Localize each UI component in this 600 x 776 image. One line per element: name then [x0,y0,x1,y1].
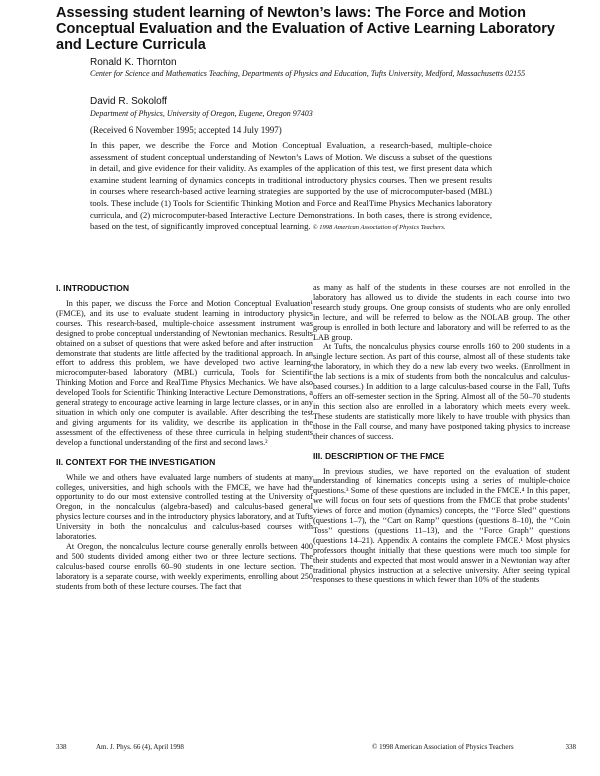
author-name-2: David R. Sokoloff [90,96,168,107]
abstract-copyright: © 1998 American Association of Physics Teachers. [312,224,446,232]
context-paragraph-2: At Oregon, the noncalculus lecture course generally enrolls between 400 and 500 students divided among either two or three lecture sections. The calculus-based course enrolls 60–90 students in one lecture section. The laboratory is a separate course, with weekly experiments, enrolling about 250 students from both of these lecture courses. The fact that [56,541,313,591]
author-name-1: Ronald K. Thornton [90,57,177,68]
left-column [56,283,313,591]
section-heading-fmce: III. DESCRIPTION OF THE FMCE [313,450,445,461]
tufts-paragraph: At Tufts, the noncalculus physics course enrolls 160 to 200 students in a single lecture section. As part of this course, almost all of these students take the laboratory, in which they do a new lab every two weeks. (Enrollment in the lab sections is a mix of students from both the noncalculus and calculus-based courses.) In addition to a large calculus-based course in the Fall, Tufts offers an off-semester section in the Spring. Almost all of the 50–70 students in this section also are enrolled in a laboratory which meets every week. These students are statistically more likely to have trouble with physics than those in the Fall course, and many have postponed taking physics to increase their chances of success. [313,342,570,441]
abstract-text: In this paper, we describe the Force and Motion Conceptual Evaluation, a research-based, multiple-choice assessment of student conceptual understanding of Newton’s Laws of Motion. We discuss a subset of the questions in detail, and give evidence for their validity. As examples of the application of this test, we first present data which examine student learning of dynamics concepts in traditional introductory physics courses. Then we present results in courses where research-based active learning strategies are supported by the use of microcomputer-based (MBL) tools. These include (1) Tools for Scientific Thinking Motion and Force and RealTime Physics Mechanics laboratory curricula, and (2) microcomputer-based Interactive Lecture Demonstrations. In both cases, there is strong evidence, based on the test, of significantly improved conceptual learning. [90,140,492,232]
context-paragraph-1: While we and others have evaluated large numbers of students at many colleges, universities, and high schools with the FMCE, we have had the opportunity to do our most extensive controlled testing at the University of Oregon, in the noncalculus (algebra-based) and calculus-based general physics lecture courses and in the introductory physics laboratory, and at Tufts University in both the noncalculus and calculus-based courses with laboratories. [56,472,313,542]
intro-paragraph: In this paper, we discuss the Force and Motion Conceptual Evaluation¹ (FMCE), and its use to evaluate student learning in introductory physics courses. This research-based, multiple-choice assessment instrument was designed to probe conceptual understanding of Newtonian mechanics. Results obtained on a subset of questions that were asked before and after instruction demonstrate that students are little affected by the traditional approach. In an effort to address this problem, we have developed two active learning, microcomputer-based laboratory (MBL) curricula, Tools for Scientific Thinking Motion and Force and RealTime Physics Mechanics. We have also developed Tools for Scientific Thinking Interactive Lecture Demonstrations, a general strategy to encourage active learning in large lecture classes, or in any situation in which only one computer is available. After describing the test and giving arguments for its validity, we describe its application in the assessment of the effectiveness of these three curricula in helping students develop a functional understanding of the first and second laws.² [56,299,313,447]
section-heading-introduction: I. INTRODUCTION [56,283,130,293]
context-paragraph-continued: as many as half of the students in these courses are not enrolled in the laboratory has allowed us to divide the students in each course into two research study groups. One group consists of students who are only enrolled in lecture, and will be referred to below as the NOLAB group. The other group is enrolled in both lecture and laboratory and will be referred to as the LAB group. [313,283,570,342]
footer-page-number-right: 338 [565,743,576,751]
footer-journal-citation: Am. J. Phys. 66 (4), April 1998 [96,743,184,751]
abstract [90,140,492,234]
footer-copyright: © 1998 American Association of Physics Teachers [372,743,514,751]
author-affiliation-1: Center for Science and Mathematics Teaching, Departments of Physics and Education, Tufts University, Medford, Massachusetts 02155 [90,69,526,78]
author-affiliation-2: Department of Physics, University of Oregon, Eugene, Oregon 97403 [90,109,313,118]
paper-title: Assessing student learning of Newton’s laws: The Force and Motion Conceptual Evaluation and the Evaluation of Active Learning Laboratory and Lecture Curricula [56,5,555,53]
fmce-paragraph: In previous studies, we have reported on the evaluation of student understanding of kinematics concepts using a series of multiple-choice questions.³ Some of these questions are included in the FMCE.⁴ In this paper, we will focus on four sets of questions from the FMCE that probe students’ views of force and motion (dynamics) concepts, the ‘‘Force Sled’’ questions (questions 1–7), the ‘‘Cart on Ramp’’ questions (questions 8–10), the ‘‘Coin Toss’’ questions (questions 11–13), and the ‘‘Force Graph’’ questions (questions 14–21). Appendix A contains the complete FMCE.¹ Most physics professors thought initially that these questions were much too simple for their students and expected that most would answer in a Newtonian way after traditional physics instruction at a selective university. After seeing typical responses to these questions in which fewer than 10% of the students [313,466,570,585]
received-dates: (Received 6 November 1995; accepted 14 July 1997) [90,125,282,135]
section-heading-context: II. CONTEXT FOR THE INVESTIGATION [56,456,216,467]
footer-page-number-left: 338 [56,743,67,751]
right-column [313,283,570,585]
